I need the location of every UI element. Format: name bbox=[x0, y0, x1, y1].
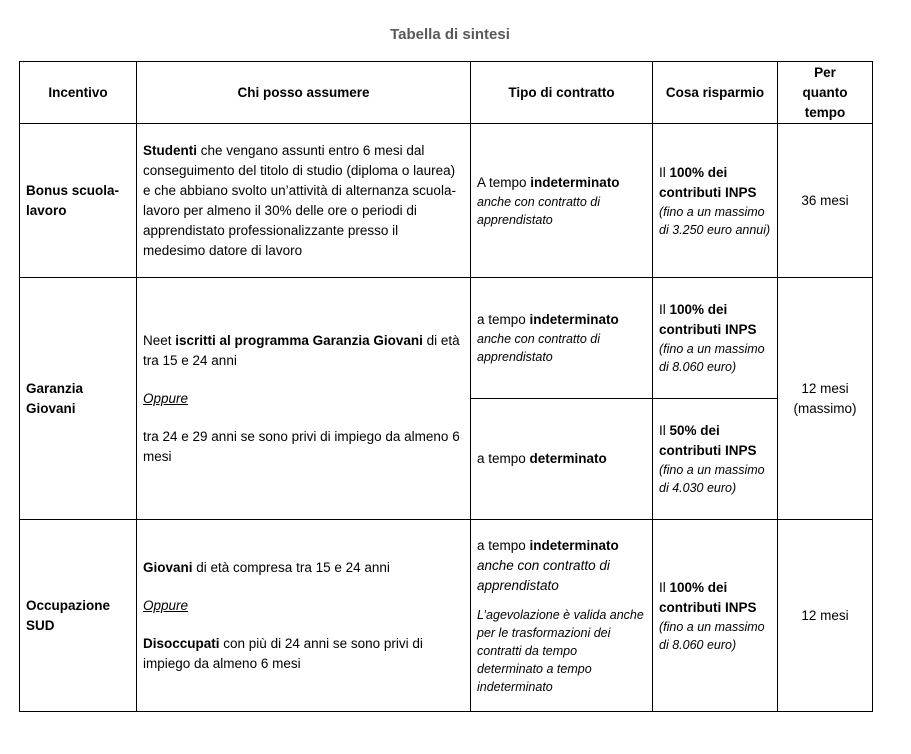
incentivo-cell: Bonus scuola- lavoro bbox=[20, 124, 137, 278]
durata-cell: 12 mesi (massimo) bbox=[778, 278, 873, 520]
header-cosa-risparmio: Cosa risparmio bbox=[653, 62, 778, 124]
cosa-cell: Il 50% dei contributi INPS (fino a un massimo di 4.030 euro) bbox=[653, 399, 778, 520]
chi-cell: Neet iscritti al programma Garanzia Giovani di età tra 15 e 24 anni Oppure tra 24 e 29 anni se sono privi di impiego da almeno 6 mesi bbox=[137, 278, 471, 520]
tipo-cell: A tempo indeterminato anche con contratto di apprendistato bbox=[471, 124, 653, 278]
tipo-cell: a tempo indeterminato anche con contratto di apprendistato L’agevolazione è valida anche per le trasformazioni dei contratti da tempo determinato a tempo indeterminato bbox=[471, 520, 653, 712]
tipo-cell: a tempo indeterminato anche con contratto di apprendistato bbox=[471, 278, 653, 399]
incentivo-cell: Garanzia Giovani bbox=[20, 278, 137, 520]
tipo-cell: a tempo determinato bbox=[471, 399, 653, 520]
page-title: Tabella di sintesi bbox=[390, 26, 510, 43]
header-per-quanto-tempo: Per quanto tempo bbox=[778, 62, 873, 124]
cosa-cell: Il 100% dei contributi INPS (fino a un massimo di 8.060 euro) bbox=[653, 278, 778, 399]
header-tipo-di-contratto: Tipo di contratto bbox=[471, 62, 653, 124]
header-chi-posso-assumere: Chi posso assumere bbox=[137, 62, 471, 124]
table-row bbox=[20, 520, 873, 712]
table-header-row bbox=[20, 62, 873, 124]
table-row bbox=[20, 278, 873, 399]
header-incentivo: Incentivo bbox=[20, 62, 137, 124]
chi-cell: Studenti che vengano assunti entro 6 mesi dal conseguimento del titolo di studio (diploma o laurea) e che abbiano svolto un’attività di alternanza scuola-lavoro per almeno il 30% delle ore o periodi di apprendistato professionalizzante presso il medesimo datore di lavoro bbox=[137, 124, 471, 278]
table-row bbox=[20, 124, 873, 278]
summary-table bbox=[19, 61, 873, 712]
cosa-cell: Il 100% dei contributi INPS (fino a un massimo di 3.250 euro annui) bbox=[653, 124, 778, 278]
durata-cell: 36 mesi bbox=[778, 124, 873, 278]
chi-cell: Giovani di età compresa tra 15 e 24 anni Oppure Disoccupati con più di 24 anni se sono privi di impiego da almeno 6 mesi bbox=[137, 520, 471, 712]
cosa-cell: Il 100% dei contributi INPS (fino a un massimo di 8.060 euro) bbox=[653, 520, 778, 712]
incentivo-cell: Occupazione SUD bbox=[20, 520, 137, 712]
durata-cell: 12 mesi bbox=[778, 520, 873, 712]
